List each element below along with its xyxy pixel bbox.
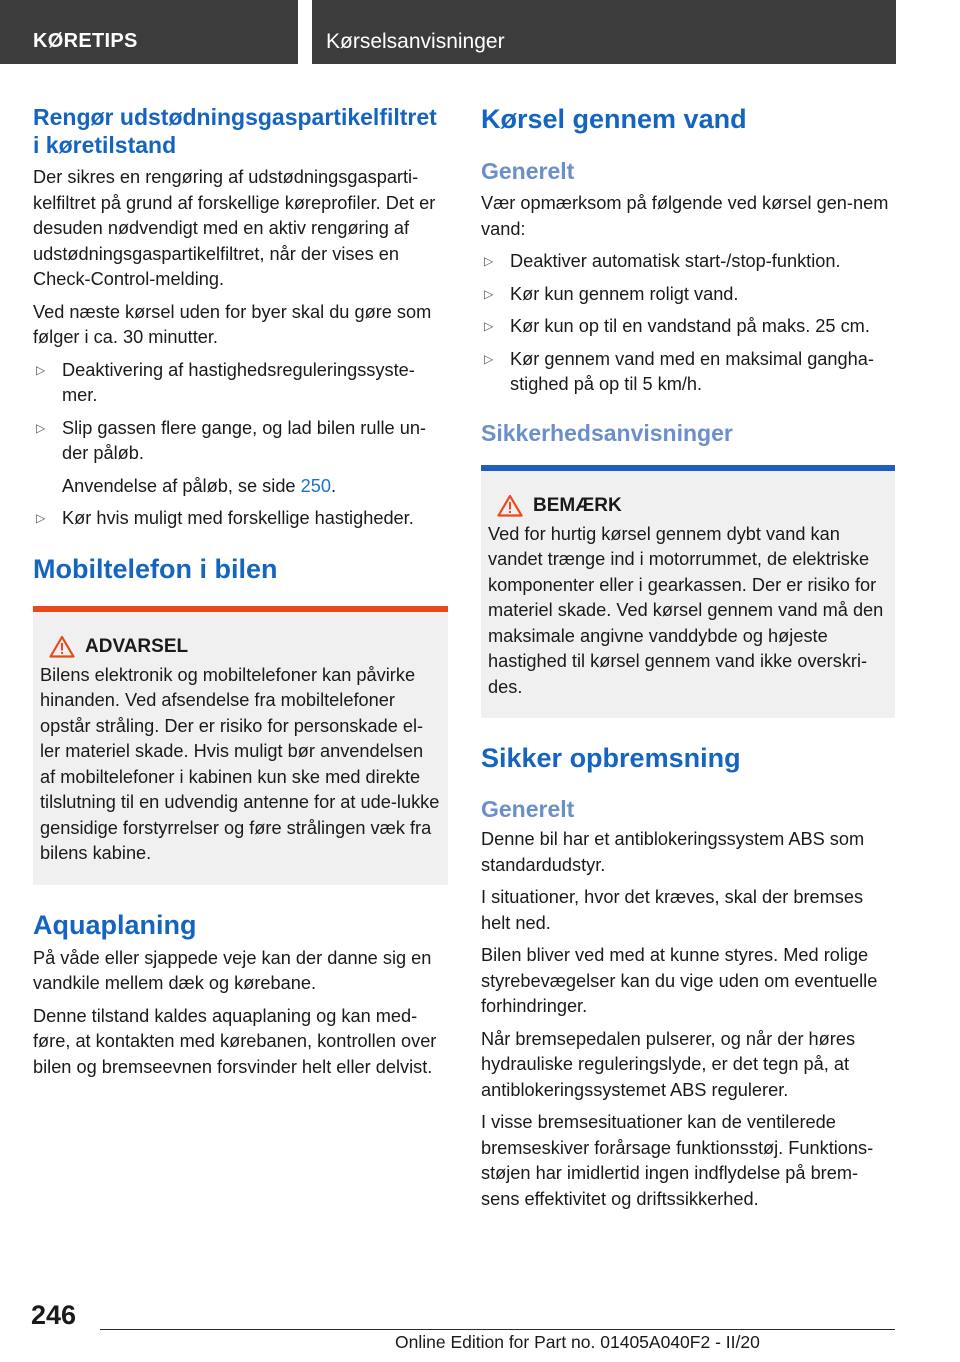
clean-filter-heading: Rengør udstødningsgaspartikelfiltret i køretilstand	[33, 104, 437, 158]
braking-paragraph-1: Denne bil har et antiblokeringssystem ABS som standardudstyr.	[481, 829, 865, 875]
clean-filter-steps	[33, 358, 448, 532]
list-item: ▷ Slip gassen flere gange, og lad bilen rulle un-der påløb. Anvendelse af påløb, se side 250.	[33, 416, 448, 500]
water-general-subheading: Generelt	[481, 158, 575, 184]
aquaplaning-paragraph-1: På våde eller sjappede veje kan der danne sig en vandkile mellem dæk og kørebane.	[33, 947, 432, 993]
triangle-right-icon: ▷	[484, 254, 494, 268]
list-item: ▷ Kør gennem vand med en maksimal gangha-stighed på op til 5 km/h.	[484, 348, 874, 394]
water-steps	[481, 249, 895, 398]
clean-filter-paragraph-2: Ved næste kørsel uden for byer skal du gøre som følger i ca. 30 minutter.	[33, 301, 432, 347]
footer-divider	[100, 1329, 895, 1330]
right-column	[481, 103, 895, 1212]
page-header	[0, 0, 960, 66]
braking-paragraph-3: Bilen bliver ved med at kunne styres. Med rolige styrebevægelser kan du vige uden om eventuelle forhindringer.	[481, 945, 878, 1016]
caution-notice	[481, 465, 895, 719]
aquaplaning-heading: Aquaplaning	[33, 909, 197, 940]
chapter-title: Kørselsanvisninger	[312, 0, 896, 64]
warning-triangle-icon	[497, 494, 523, 517]
aquaplaning-paragraph-2: Denne tilstand kaldes aquaplaning og kan med-føre, at kontakten med kørebanen, kontrollen over bilen og bremseevnen forsvinder helt eller delvist.	[33, 1005, 437, 1077]
edition-note: Online Edition for Part no. 01405A040F2 - II/20	[395, 1332, 760, 1352]
braking-paragraph-2: I situationer, hvor det kræves, skal der bremses helt ned.	[481, 887, 864, 933]
warning-text: Bilens elektronik og mobiltelefoner kan påvirke hinanden. Ved afsendelse fra mobiltelefoner opstår stråling. Der er risiko for personskade el-ler materiel skade. Hvis muligt bør anvendelsen af mobiltelefoner i kabinen kun ske med direkte tilslutning til en udvendig antenne for at ude-lukke gensidige forstyrrelser og føre strålingen væk fra bilens kabine.	[40, 664, 440, 863]
section-label: KØRETIPS	[0, 0, 298, 64]
page-number: 246	[31, 1300, 77, 1330]
warning-notice	[33, 606, 448, 885]
list-item: ▷ Kør kun gennem roligt vand.	[481, 282, 895, 308]
list-item: ▷ Deaktivering af hastighedsreguleringssyste-mer.	[36, 359, 415, 405]
water-intro: Vær opmærksom på følgende ved kørsel gen-nem vand:	[481, 193, 889, 239]
braking-general-subheading: Generelt	[481, 796, 575, 822]
safety-heading: Sikkerhedsanvisninger	[481, 419, 733, 446]
caution-header: BEMÆRK	[488, 493, 888, 519]
triangle-right-icon: ▷	[484, 351, 494, 366]
water-driving-heading: Kørsel gennem vand	[481, 104, 747, 134]
braking-paragraph-5: I visse bremsesituationer kan de ventilerede bremseskiver forårsage funktionsstøj. Funktions-støjen har imidlertid ingen indflydelse på brem-sens effektivitet og driftssikkerhed.	[481, 1112, 874, 1209]
list-item: ▷ Kør hvis muligt med forskellige hastigheder.	[33, 506, 448, 532]
triangle-right-icon: ▷	[36, 511, 46, 525]
list-item: ▷ Deaktiver automatisk start-/stop-funktion.	[481, 249, 895, 275]
triangle-right-icon: ▷	[36, 420, 46, 435]
clean-filter-paragraph-1: Der sikres en rengøring af udstødningsgasparti-kelfiltret på grund af forskellige køreprofiler. Det er desuden nødvendigt med en aktiv rengøring af udstødningsgaspartikelfiltret, når der vises en Check-Control-melding.	[33, 167, 436, 289]
triangle-right-icon: ▷	[36, 362, 46, 377]
triangle-right-icon: ▷	[484, 319, 494, 333]
left-column	[33, 103, 448, 1080]
braking-paragraph-4: Når bremsepedalen pulserer, og når der høres hydrauliske reguleringslyde, er det tegn på, at antiblokeringssystemet ABS regulerer.	[481, 1028, 856, 1100]
triangle-right-icon: ▷	[484, 286, 494, 301]
mobile-phone-heading: Mobiltelefon i bilen	[33, 553, 278, 584]
warning-triangle-icon	[49, 635, 75, 658]
coasting-reference: Anvendelse af påløb, se side 250.	[62, 475, 337, 496]
list-item: ▷ Kør kun op til en vandstand på maks. 25 cm.	[481, 314, 895, 340]
page-footer	[0, 1290, 960, 1362]
caution-text: Ved for hurtig kørsel gennem dybt vand kan vandet trænge ind i motorrummet, de elektriske komponenter eller i gearkassen. Der er risiko for materiel skade. Ved kørsel gennem vand må den maksimale angivne vanddybde og højeste hastighed til kørsel gennem vand ikke overskri-des.	[488, 523, 884, 697]
page-link-250[interactable]: 250	[300, 475, 331, 496]
safe-braking-heading: Sikker opbremsning	[481, 743, 741, 773]
warning-header: ADVARSEL	[40, 634, 441, 660]
